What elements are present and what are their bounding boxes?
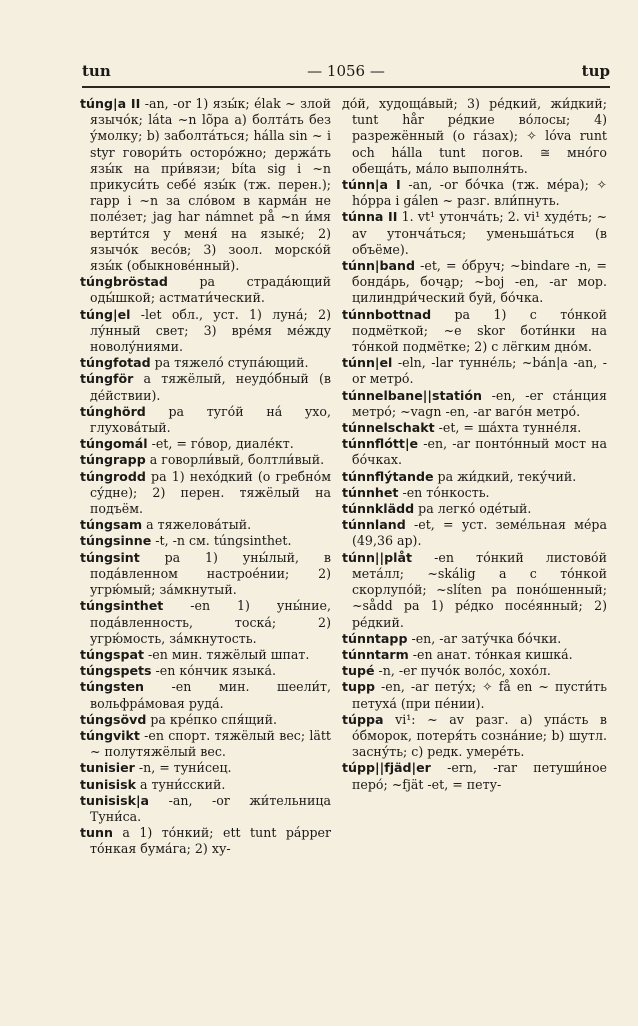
dictionary-entry [342, 307, 607, 356]
entry-body: -en спорт. тяжёлый вес; lätt ~ полутяжёлый вес. [90, 727, 331, 760]
dictionary-entry [80, 663, 331, 679]
headword: tunisisk [80, 776, 136, 792]
dictionary-entry [342, 420, 607, 436]
entry-body: pa туго́й на́ ухо, глухова́тый. [90, 403, 331, 436]
dictionary-entry [80, 469, 331, 518]
headword: túng|a II [80, 96, 141, 111]
dictionary-entry [80, 760, 331, 776]
dictionary-entry [342, 712, 607, 761]
dictionary-entry [342, 760, 607, 792]
headword: túngsinne [80, 533, 152, 549]
headword: túngfotad [80, 355, 151, 371]
entry-body: -en мин. тяжёлый шпат. [144, 646, 310, 662]
headword: túnnflótt|e [342, 436, 419, 452]
headword: túnntapp [342, 630, 408, 646]
headword: túpp||fjäd|er [342, 760, 431, 776]
entry-body: pa легко́ оде́тый. [414, 501, 532, 517]
dictionary-entry [80, 777, 331, 793]
dictionary-entry [342, 355, 607, 387]
entry-body: vi¹: ~ av разг. a) упа́сть в о́бморок, потеря́ть созна́ние; b) шутл. засну́ть; c) редк. умере́ть. [352, 711, 607, 760]
entry-body: -en, -er ста́нция метро́; ~vagn -en, -ar ваго́н метро́. [352, 387, 607, 419]
entry-body: a тяжелова́тый. [142, 517, 252, 533]
entry-body: -eln, -lar тунне́ль; ~bán|a -an, -or метро́. [352, 355, 607, 387]
dictionary-entry [80, 647, 331, 663]
headword: tupp [342, 679, 376, 695]
headword: túngför [80, 371, 134, 387]
headword: túngspets [80, 663, 152, 679]
dictionary-entry [80, 517, 331, 533]
dictionary-entry [342, 436, 607, 468]
dictionary-entry [80, 533, 331, 549]
headword: túnnflýtande [342, 468, 434, 484]
headword: túngrapp [80, 452, 146, 468]
headword: tunn [80, 825, 113, 841]
dictionary-entry [342, 550, 607, 631]
headword: túnghörd [80, 403, 146, 419]
headword: túngsövd [80, 711, 147, 727]
dictionary-entry [342, 485, 607, 501]
entry-body: pa жи́дкий, теку́чий. [433, 468, 577, 484]
entry-body: 1. vt¹ утонча́ть; 2. vi¹ худе́ть; ~ av утонча́ться; уменьша́ться (в объёме). [352, 209, 608, 257]
entry-body: до́й, худоща́вый; 3) ре́дкий, жи́дкий; tunt hår ре́дкие во́лосы; 4) разрежённый (о га́зах); ✧ lóva runt och hálla tunt погов. ≅ мно́го обеща́ть, ма́ло выполня́ть. [342, 96, 607, 176]
dictionary-entry [80, 793, 331, 825]
header-right-guideword: tup [581, 62, 610, 80]
headword: túnnelschakt [342, 420, 435, 436]
entry-body: a туни́сский. [135, 776, 226, 792]
entry-body: -en ко́нчик языка́. [151, 663, 277, 679]
entry-body: -ern, -rar петуши́ное перо́; ~fjät -et, = пету- [352, 760, 607, 792]
header-left-guideword: tun [82, 62, 111, 80]
dictionary-entry [80, 825, 331, 857]
dictionary-entry [342, 631, 607, 647]
dictionary-entry [80, 550, 331, 599]
headword: túnnbottnad [342, 306, 432, 322]
dictionary-entry [342, 679, 607, 711]
headword: túnnhet [342, 484, 399, 500]
headword: túngspat [80, 646, 144, 662]
entry-body: pa 1) с то́нкой подмёткой; ~e skor боти́нки на то́нкой подмётке; 2) с лёгким дно́м. [352, 306, 607, 355]
dictionary-entry [80, 274, 331, 306]
entry-body: pa 1) нехо́дкий (о гребно́м су́дне); 2) перен. тяжёлый на подъём. [90, 468, 331, 517]
entry-body: a тяжёлый, неудо́бный (в де́йствии). [90, 371, 331, 403]
headword: túngsinthet [80, 598, 164, 614]
dictionary-entry [80, 371, 331, 403]
entry-body: a 1) то́нкий; ett tunt pápper то́нкая бума́га; 2) ху- [90, 825, 331, 857]
dictionary-entry [80, 307, 331, 356]
entry-body: pa 1) уны́лый, в пода́вленном настрое́нии; 2) угрю́мый; за́мкнутый. [90, 549, 331, 598]
right-column [342, 96, 607, 793]
headword: túng|el [80, 306, 131, 322]
entry-body: pa тяжело́ ступа́ющий. [150, 355, 309, 371]
headword: túngbröstad [80, 274, 168, 290]
headword: túngsint [80, 549, 140, 565]
dictionary-entry [342, 258, 607, 307]
entry-body: -en мин. шеели́т, вольфра́мовая руда́. [90, 679, 331, 711]
headword: tunisisk|a [80, 792, 150, 808]
headword: túnna II [342, 209, 398, 225]
entry-body: -et, = го́вор, диале́кт. [147, 436, 294, 452]
entry-body: -et, = ша́хта тунне́ля. [434, 420, 582, 436]
headword: túnnelbane||statión [342, 387, 482, 403]
headword: túnnklädd [342, 501, 415, 517]
page-number: — 1056 — [307, 62, 385, 80]
header-rule [82, 86, 610, 88]
dictionary-entry [80, 712, 331, 728]
headword: túngrodd [80, 468, 146, 484]
dictionary-entry [342, 501, 607, 517]
entry-body: -en анат. то́нкая кишка́. [408, 646, 573, 662]
entry-body: pa страда́ющий оды́шкой; астмати́ческий. [90, 274, 331, 306]
dictionary-entry [80, 452, 331, 468]
entry-body: -et, = о́бруч; ~bindare -n, = бонда́рь, бочa̱р; ~boj -en, -ar мор. цилиндри́ческий буй, бо́чка. [352, 258, 607, 306]
dictionary-entry [342, 177, 607, 209]
dictionary-entry [80, 679, 331, 711]
left-column [80, 96, 331, 858]
dictionary-entry [342, 647, 607, 663]
entry-body: -an, -or бо́чка (тж. ме́ра); ✧ hóppa i gálen ~ разг. вли́пнуть. [352, 177, 607, 209]
entry-body: -n, -er пучо́к воло́с, хохо́л. [374, 663, 551, 679]
headword: túngsten [80, 679, 144, 695]
dictionary-entry [80, 404, 331, 436]
page-header [82, 62, 610, 84]
headword: túngsam [80, 517, 143, 533]
dictionary-entry [342, 663, 607, 679]
dictionary-entry [342, 388, 607, 420]
dictionary-entry [342, 96, 607, 177]
entry-body: -en то́нкость. [398, 484, 490, 500]
entry-body: -t, -n см. túngsinthet. [151, 533, 292, 549]
headword: túnn|a I [342, 177, 401, 193]
dictionary-entry [80, 355, 331, 371]
entry-body: -n, = туни́сец. [134, 760, 232, 776]
entry-body: -en то́нкий листово́й мета́лл; ~skálig a с то́нкой скорлупо́й; ~slíten pa поно́шенный; ~sådd pa 1) ре́дко посе́янный; 2) ре́дкий. [352, 549, 607, 630]
dictionary-entry [342, 517, 607, 549]
dictionary-entry [80, 436, 331, 452]
entry-body: -en, -ar зату́чка бо́чки. [407, 630, 562, 646]
entry-body: -et, = уст. земе́льная ме́ра (49,36 ар). [352, 517, 607, 549]
headword: tupé [342, 663, 375, 679]
entry-body: -en, -ar пету́х; ✧ få en ~ пусти́ть петуха́ (при пе́нии). [352, 679, 607, 711]
dictionary-entry [80, 728, 331, 760]
headword: túppa [342, 711, 384, 727]
dictionary-entry [342, 469, 607, 485]
headword: túngvikt [80, 727, 140, 743]
headword: túnntarm [342, 646, 409, 662]
dictionary-entry [80, 598, 331, 647]
entry-body: -an, -or жи́тельница Туни́са. [90, 792, 331, 824]
entry-body: a говорли́вый, болтли́вый. [145, 452, 325, 468]
entry-body: -en 1) уны́ние, пода́вленность, тоска́; 2) угрю́мость, за́мкнутость. [90, 598, 331, 646]
entry-body: -let обл., уст. 1) луна́; 2) лу́нный свет; 3) вре́мя ме́жду новолу́ниями. [90, 306, 331, 355]
headword: túnn|el [342, 355, 393, 371]
entry-body: -an, -or 1) язы́к; élak ~ злой язычо́к; láta ~n lõpa a) болта́ть без у́молку; b) заболта́ться; hálla sin ~ i styr говори́ть осторо́жно; держа́ть язы́к на при́вязи; bíta sig i ~n прикуси́ть себе́ язы́к (тж. перен.); rapp i ~n за сло́вом в карма́н не поле́зет; jag har námnet på ~n и́мя верти́тся у меня́ на языке́; 2) язычо́к весо́в; 3) зоол. морско́й язы́к (обыкнове́нный). [90, 96, 331, 274]
headword: túnnland [342, 517, 406, 533]
headword: túnn|band [342, 258, 416, 274]
headword: túnn||plåt [342, 549, 412, 565]
headword: túngomál [80, 436, 148, 452]
headword: tunisier [80, 760, 135, 776]
dictionary-entry [80, 96, 331, 274]
entry-body: -en, -ar понто́нный мост на бо́чках. [352, 436, 607, 468]
entry-body: pa кре́пко спя́щий. [146, 711, 278, 727]
dictionary-entry [342, 209, 607, 258]
